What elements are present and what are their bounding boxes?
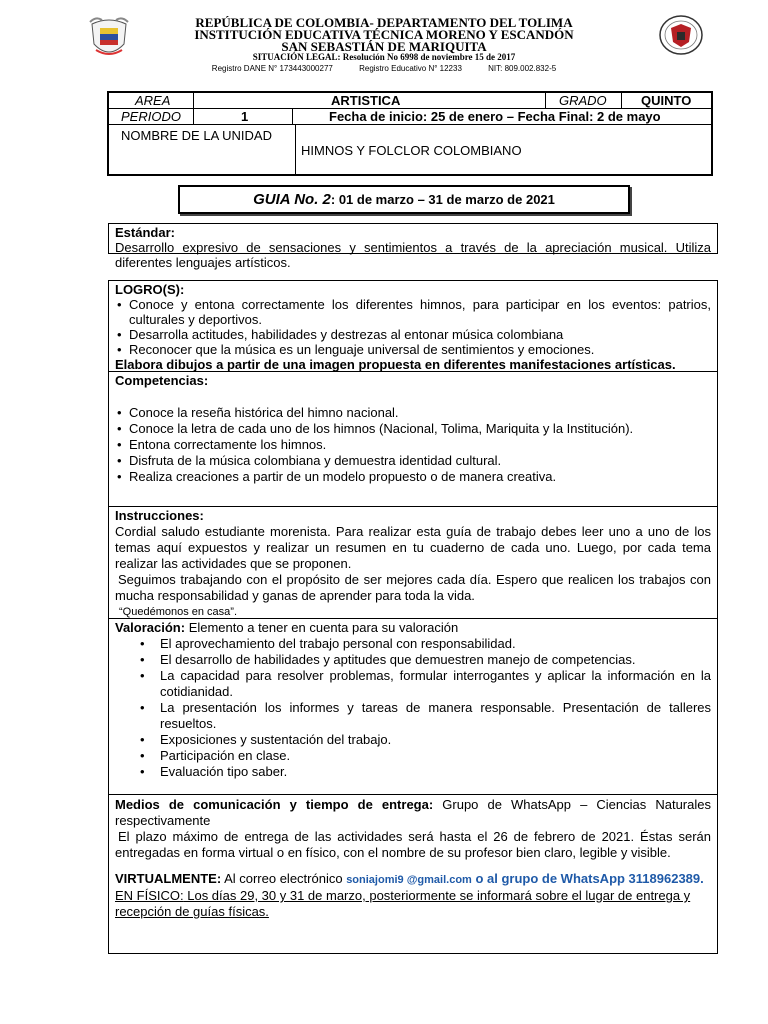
periodo-label: PERIODO	[121, 109, 181, 124]
unidad-value: HIMNOS Y FOLCLOR COLOMBIANO	[301, 143, 522, 158]
logros-section	[108, 280, 718, 372]
logros-title: LOGRO(S):	[115, 282, 185, 297]
header-line-1: REPÚBLICA DE COLOMBIA- DEPARTAMENTO DEL TOLIMA	[195, 15, 573, 30]
grado-value: QUINTO	[641, 93, 692, 108]
instrucciones-title: Instrucciones:	[115, 508, 204, 523]
competencia-item: • Disfruta de la música colombiana y demuestra identidad cultural.	[129, 453, 711, 469]
valoracion-item: • Participación en clase.	[160, 748, 711, 764]
guide-title: GUIA No. 2	[253, 191, 331, 208]
competencia-item: • Realiza creaciones a partir de un modelo propuesto o de manera creativa.	[129, 469, 711, 485]
valoracion-item: • La capacidad para resolver problemas, formular interrogantes y aplicar la información en la cotidianidad.	[160, 668, 711, 700]
header-registration	[0, 65, 768, 73]
info-table	[107, 91, 713, 176]
medios-section	[108, 794, 718, 954]
valoracion-section	[108, 618, 718, 795]
logro-item: • Conoce y entona correctamente los diferentes himnos, para participar en los eventos: patrios, culturales y deportivos.	[129, 297, 711, 327]
guide-title-box	[178, 185, 630, 214]
instrucciones-p2: Seguimos trabajando con el propósito de ser mejores cada día. Espero que realicen los trabajos con mucha responsabilidad y ganas de aprender para toda la vida.	[115, 572, 711, 603]
header-line-4: SITUACIÓN LEGAL: Resolución No 6998 de noviembre 15 de 2017	[252, 52, 516, 62]
instrucciones-p3: “Quedémonos en casa”.	[119, 606, 238, 618]
valoracion-intro: Elemento a tener en cuenta para su valoración	[185, 620, 459, 635]
medios-text: Grupo de WhatsApp – Ciencias Naturales respectivamente	[115, 797, 711, 828]
grado-label: GRADO	[559, 93, 607, 108]
valoracion-title: Valoración:	[115, 620, 186, 635]
guide-dates: : 01 de marzo – 31 de marzo de 2021	[330, 192, 555, 207]
dates-range: Fecha de inicio: 25 de enero – Fecha Final: 2 de mayo	[329, 109, 661, 124]
medios-title: Medios de comunicación y tiempo de entrega:	[115, 797, 434, 812]
logro-item: • Reconocer que la música es un lenguaje universal de sentimientos y emociones.	[129, 342, 711, 357]
competencia-item: • Conoce la reseña histórica del himno nacional.	[129, 405, 711, 421]
estandar-title: Estándar:	[115, 225, 175, 240]
medios-plazo: El plazo máximo de entrega de las actividades será hasta el 26 de febrero de 2021. Éstas serán entregadas en forma virtual o en físico, con el nombre de su profesor bien claro, legible y visible.	[115, 829, 711, 860]
instrucciones-section	[108, 506, 718, 619]
valoracion-item: • La presentación los informes y tareas de manera responsable. Presentación de talleres resueltos.	[160, 700, 711, 732]
whatsapp-text: o al grupo de WhatsApp 3118962389.	[471, 871, 704, 886]
area-label: AREA	[135, 93, 171, 108]
logro-item: • Desarrolla actitudes, habilidades y destrezas al entonar música colombiana	[129, 327, 711, 342]
competencias-title: Competencias:	[115, 373, 209, 388]
virtual-text: Al correo electrónico	[221, 871, 347, 886]
valoracion-item: • El desarrollo de habilidades y aptitudes que demuestren manejo de competencias.	[160, 652, 711, 668]
competencia-item: • Conoce la letra de cada uno de los himnos (Nacional, Tolima, Mariquita y la Institución).	[129, 421, 711, 437]
fisico-text: Los días 29, 30 y 31 de marzo, posteriormente se informará sobre el lugar de entrega y recepción de guías físicas.	[115, 888, 691, 919]
valoracion-item: • El aprovechamiento del trabajo personal con responsabilidad.	[160, 636, 711, 652]
educational-registration: Registro Educativo N° 12233	[359, 64, 462, 73]
virtual-label: VIRTUALMENTE:	[115, 871, 222, 886]
fisico-label: EN FÍSICO:	[115, 888, 184, 903]
email-link[interactable]: soniajomi9 @gmail.com	[346, 874, 472, 886]
valoracion-item: • Exposiciones y sustentación del trabajo.	[160, 732, 711, 748]
nit: NIT: 809.002.832-5	[488, 64, 557, 73]
header-line-3: SAN SEBASTIÁN DE MARIQUITA	[281, 39, 487, 54]
valoracion-item: • Evaluación tipo saber.	[160, 764, 711, 780]
dane-registration: Registro DANE N° 173443000277	[211, 64, 333, 73]
competencias-section	[108, 371, 718, 507]
estandar-section	[108, 223, 718, 270]
header-line-2: INSTITUCIÓN EDUCATIVA TÉCNICA MORENO Y ESCANDÓN	[194, 27, 574, 42]
competencia-item: • Entona correctamente los himnos.	[129, 437, 711, 453]
unidad-label: NOMBRE DE LA UNIDAD	[121, 128, 272, 143]
instrucciones-p1: Cordial saludo estudiante morenista. Para realizar esta guía de trabajo debes leer uno a uno de los temas aquí expuestos y realizar un resumen en tu cuaderno de cada uno. Luego, por cada tema realizar las actividades que se proponen.	[115, 524, 711, 571]
estandar-text: Desarrollo expresivo de sensaciones y sentimientos a través de la apreciación musical. Utiliza diferentes lenguajes artísticos.	[115, 240, 711, 270]
logros-elabora: Elabora dibujos a partir de una imagen propuesta en diferentes manifestaciones artísticas.	[115, 357, 676, 372]
area-value: ARTISTICA	[331, 93, 401, 108]
periodo-value: 1	[241, 109, 249, 124]
